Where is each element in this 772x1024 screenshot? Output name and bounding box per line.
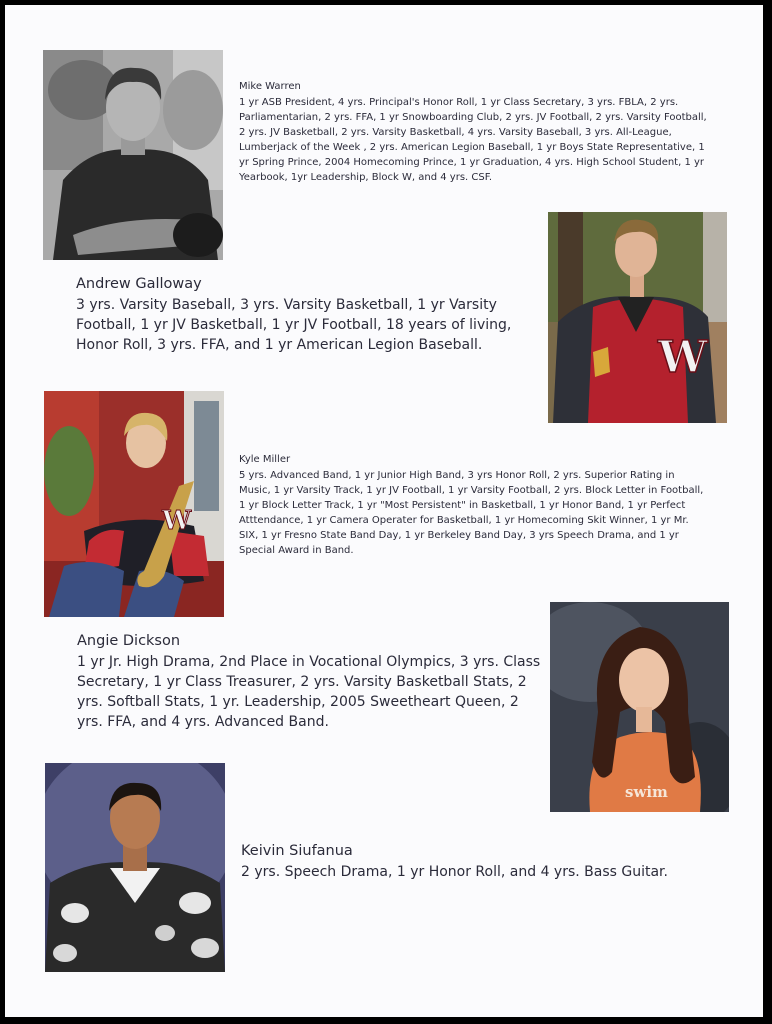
jacket-letter: W <box>162 506 192 536</box>
student-activities: 3 yrs. Varsity Baseball, 3 yrs. Varsity Basketball, 1 yr Varsity Football, 1 yr JV Basketball, 1 yr JV Football, 18 years of living, Honor Roll, 3 yrs. FFA, and 1 yr American Legion Baseball. <box>76 297 512 353</box>
keivin-siufanua-photo <box>45 763 225 972</box>
student-activities: 1 yr Jr. High Drama, 2nd Place in Vocational Olympics, 3 yrs. Class Secretary, 1 yr Class Treasurer, 2 yrs. Varsity Basketball Stats, 2 yrs. Softball Stats, 1 yr. Leadership, 2005 Sweetheart Queen, 2 yrs. FFA, and 4 yrs. Advanced Band. <box>77 654 541 730</box>
student-name: Mike Warren <box>239 81 301 92</box>
angie-dickson-entry <box>77 631 542 732</box>
angie-dickson-photo <box>550 602 729 812</box>
kyle-miller-photo <box>44 391 224 617</box>
student-activities: 5 yrs. Advanced Band, 1 yr Junior High Band, 3 yrs Honor Roll, 2 yrs. Superior Rating in Music, 1 yr Varsity Track, 1 yr JV Football, 1 yr Varsity Football, 2 yrs. Block Letter in Football, 1 yr Block Letter Track, 1 yr "Most Persistent" in Basketball, 1 yr Honor Band, 1 yr Perfect Atttendance, 1 yr Camera Operater for Basketball, 1 yr Homecoming Skit Winner, 1 yr Mr. SIX, 1 yr Fresno State Band Day, 1 yr Berkeley Band Day, 3 yrs Speech Drama, and 1 yr Special Award in Band. <box>239 470 704 556</box>
andrew-galloway-photo <box>548 212 727 423</box>
student-activities: 2 yrs. Speech Drama, 1 yr Honor Roll, and 4 yrs. Bass Guitar. <box>241 864 668 880</box>
mike-warren-photo <box>43 50 223 260</box>
shirt-print: swim <box>625 783 668 801</box>
mike-warren-entry <box>239 79 709 185</box>
jacket-letter: W <box>658 332 708 383</box>
andrew-galloway-entry <box>76 274 536 355</box>
yearbook-page <box>5 5 763 1017</box>
student-name: Angie Dickson <box>77 633 181 649</box>
kyle-miller-entry <box>239 452 709 558</box>
student-activities: 1 yr ASB President, 4 yrs. Principal's Honor Roll, 1 yr Class Secretary, 3 yrs. FBLA, 2 yrs. Parliamentarian, 2 yrs. FFA, 1 yr Snowboarding Club, 2 yrs. JV Football, 2 yrs. Varsity Football, 2 yrs. JV Basketball, 2 yrs. Varsity Basketball, 4 yrs. Varsity Baseball, 3 yrs. All-League, Lumberjack of the Week , 2 yrs. American Legion Baseball, 1 yr Boys State Representative, 1 yr Spring Prince, 2004 Homecoming Prince, 1 yr Graduation, 4 yrs. High School Student, 1 yr Yearbook, 1yr Leadership, Block W, and 4 yrs. CSF. <box>239 97 707 183</box>
student-name: Kyle Miller <box>239 454 291 465</box>
student-name: Keivin Siufanua <box>241 843 353 859</box>
keivin-siufanua-entry <box>241 841 741 882</box>
student-name: Andrew Galloway <box>76 276 202 292</box>
